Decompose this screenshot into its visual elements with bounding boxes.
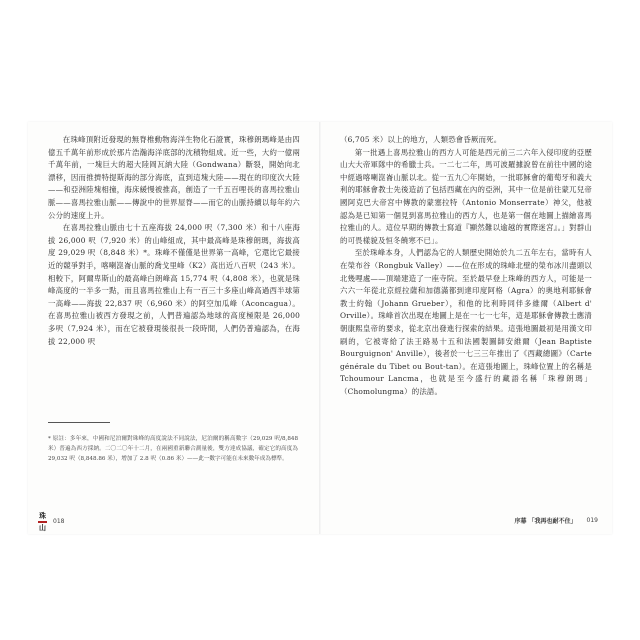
right-page-body	[340, 134, 592, 398]
right-paragraph-1: （6,705 米）以上的地方，人類恐會昏厥而死。	[340, 135, 502, 144]
spine-gutter	[319, 122, 321, 534]
footnote: * 原註：多年來，中國和尼泊爾對珠峰的高度說法不同說法，尼泊爾的稱高數字（29,029 呎/8,848 米）普遍為西方採納。二〇二〇年十二月，在兩國重新聯合測量後，雙方達成協議，確定它的高度為 29,032 呎（8,848.86 米），增加了 2.8 呎（0.86 米）——此一數字可能在未來數年成為標準。	[48, 436, 298, 462]
chapter-title: 序幕 「我再也耐不住」	[514, 518, 577, 525]
right-paragraph-2: 第一批遇上喜馬拉雅山的西方人可能是西元前三二六年入侵印度的亞歷山大大帝軍隊中的希臘士兵。一二七二年，馬可波羅據說曾在前往中國的途中經過喀喇崑崙山脈以北。從一五九〇年開始，一批耶穌會的葡萄牙和義大利的耶穌會教士先後造訪了包括西藏在內的亞洲，其中一位是前往蒙兀兒帝國阿克巴大帝宮中傳教的蒙塞拉特（Antonio Monserrate）神父，他被認為是已知第一個見到喜馬拉雅山的西方人，也是第一個在地圖上描繪喜馬拉雅山的人。這位早期的傳教士寫道『顯然難以逾越的實際迷宮』。」對群山的可畏樣貌及恒冬饒寒不已」。	[340, 147, 592, 245]
book-logo-top: 珠	[39, 511, 46, 520]
left-page-body	[48, 134, 300, 348]
page-number-left: 018	[53, 518, 65, 525]
left-paragraph-1: 在珠峰頂附近發現的無脊椎動物海洋生物化石證實，珠穆朗瑪峰是由四億五千萬年前形成於那片浩瀚海洋底部的沈積物組成。近一些，大約一億兩千萬年前，一塊巨大的超大陸岡瓦納大陸（Gondwana）斷裂，開始向北漂移，因而推擠特提斯海的部分海底，直到這塊大陸——現在的印度次大陸——和亞洲陸塊相撞，海床緩慢被推高，創造了一千五百哩長的喜馬拉雅山脈——喜馬拉雅山脈——傳說中的世界屋脊——而它的山脈持續以每年約六公分的速度上升。	[48, 135, 300, 220]
book-logo	[38, 512, 47, 531]
book-logo-bottom: 山	[39, 522, 46, 532]
page-number-right: 019	[586, 517, 598, 524]
footnote-rule	[48, 422, 110, 423]
left-paragraph-2: 在喜馬拉雅山脈由七十五座海拔 24,000 呎（7,300 米）和十八座海拔 26,000 呎（7,920 米）的山峰組成，其中最高峰是珠穆朗瑪，海拔高度 29,029 呎（8,848 米）*。珠峰不僅僅是世界第一高峰，它還比它最接近的競爭對手，喀喇崑崙山脈的喬戈里峰（K2）高出近八百呎（243 米）。相較下，阿爾卑斯山的最高峰白朗峰高 15,774 呎（4,808 米），也就是珠峰高度的一半多一點，而且喜馬拉雅山上有一百三十多座山峰高過西半球第一高峰——海拔 22,837 呎（6,960 米）的阿空加瓜峰（Aconcagua）。在喜馬拉雅山被西方發現之前，人們普遍認為地球的高度極限是 26,000 多呎（7,924 米），而在它被發現後很長一段時間，人們仍普遍認為，在海拔 22,000 呎	[48, 223, 300, 346]
left-page-footer	[38, 512, 64, 531]
left-page	[48, 134, 300, 348]
right-page-footer	[514, 516, 598, 525]
right-page	[340, 134, 592, 398]
right-paragraph-3: 至於珠峰本身，人們認為它的人類歷史開始於九二五年左右，當時有人在榮布谷（Rongbuk Valley）——位在形成的珠峰北壁的榮布冰川盡頭以北幾哩處——頂端建造了一座寺院。至於最早登上珠峰的西方人，可能是一六六一年從北京經拉薩和加德滿都到達印度阿格（Agra）的奧地利耶穌會教士約翰（Johann Grueber），和他的比利時同伴多維爾（Albert d' Orville）。珠峰首次出現在地圖上是在一七一七年，這是耶穌會傳教士應清朝康熙皇帝的要求，從北京出發進行探索的結果。這張地圖最初是用漢文印刷的，它被寄給了法王路易十五和法國製圖師安維爾（Jean Baptiste Bourguignon' Anville），後者於一七三三年推出了《西藏總圖》（Carte générale du Tibet ou Bout-tan）。在這張地圖上，珠峰位置上的名稱是 Tchoumour Lancma，也就是至今盛行的藏語名稱「珠穆朗瑪」（Chomolungma）的法語。	[340, 248, 592, 396]
book-spread	[28, 122, 612, 534]
